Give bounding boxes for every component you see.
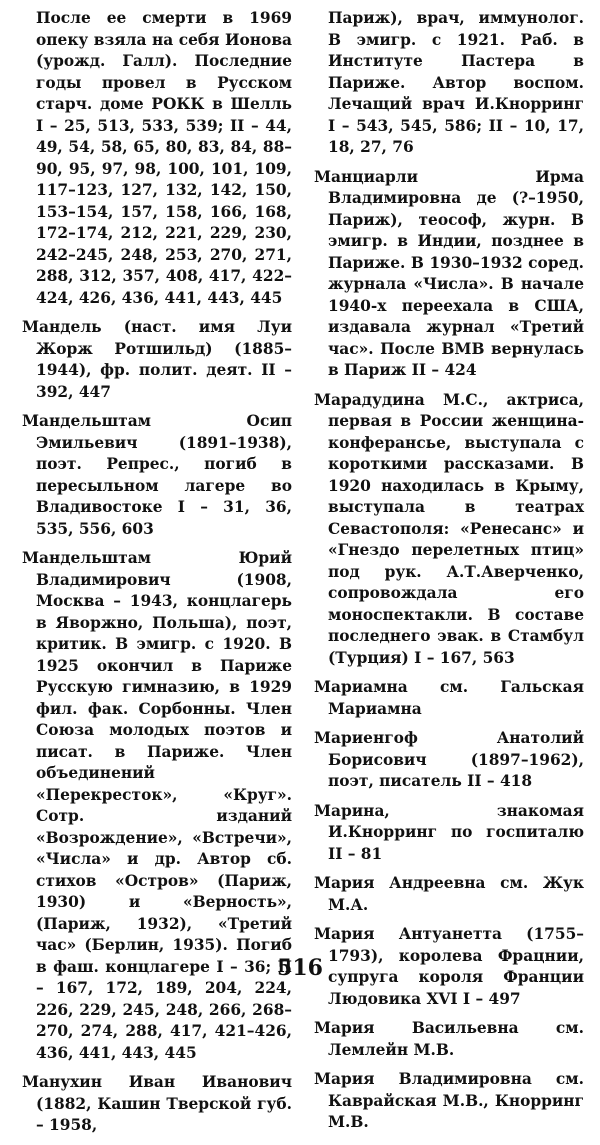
index-entry: Мандель (наст. имя Луи Жорж Ротшильд) (1885–1944), фр. полит. деят. II – 392, 447 bbox=[22, 318, 292, 401]
index-entry: Манухин Иван Иванович (1882, Кашин Тверской губ. – 1958, bbox=[22, 1073, 292, 1134]
index-entry: Мариамна см. Гальская Мариамна bbox=[314, 678, 584, 718]
index-entry: Мария Васильевна см. Лемлейн М.В. bbox=[314, 1019, 584, 1059]
index-entry: Мариенгоф Анатолий Борисович (1897–1962), поэт, писатель II – 418 bbox=[314, 729, 584, 790]
index-entry: Мария Антуанетта (1755–1793), королева Фрацнии, супруга короля Франции Людовика XVI I – 497 bbox=[314, 925, 584, 1008]
index-entry: Мандельштам Осип Эмильевич (1891–1938), поэт. Репрес., погиб в пересыльном лагере во Владивостоке I – 31, 36, 535, 556, 603 bbox=[22, 412, 292, 538]
index-entry: Париж), врач, иммунолог. В эмигр. с 1921. Раб. в Институте Пастера в Париже. Автор воспом. Лечащий врач И.Кнорринг I – 543, 545, 586; II – 10, 17, 18, 27, 76 bbox=[328, 9, 584, 156]
index-entry: Мандельштам Юрий Владимирович (1908, Москва – 1943, концлагерь в Яворжно, Польша), поэт, критик. В эмигр. с 1920. В 1925 окончил в Париже Русскую гимназию, в 1929 фил. фак. Сорбонны. Член Союза молодых поэтов и писат. в Париже. Член объединений «Перекресток», «Круг». Сотр. изданий «Возрождение», «Встречи», «Числа» и др. Автор сб. стихов «Остров» (Париж, 1930) и «Верность», (Париж, 1932), «Третий час» (Берлин, 1935). Погиб в фаш. концлагере I – 36; II – 167, 172, 189, 204, 224, 226, 229, 245, 248, 266, 268–270, 274, 288, 417, 421–426, 436, 441, 443, 445 bbox=[22, 549, 292, 1062]
index-entry: Мария Владимировна см. Каврайская М.В., Кнорринг М.В. bbox=[314, 1070, 584, 1131]
index-entry: Манциарли Ирма Владимировна де (?–1950, Париж), теософ, журн. В эмигр. в Индии, позднее в Париже. В 1930–1932 соред. журнала «Числа». В начале 1940-х переехала в США, издавала журнал «Третий час». После ВМВ вернулась в Париж II – 424 bbox=[314, 167, 584, 379]
page-number: 516 bbox=[277, 955, 323, 981]
index-entry: После ее смерти в 1969 опеку взяла на себя Ионова (урожд. Галл). Последние годы провел в Русском старч. доме РОКК в Шелль I – 25, 513, 533, 539; II – 44, 49, 54, 58, 65, 80, 83, 84, 88–90, 95, 97, 98, 100, 101, 109, 117–123, 127, 132, 142, 150, 153–154, 157, 158, 166, 168, 172–174, 212, 221, 229, 230, 242–245, 248, 253, 270, 271, 288, 312, 357, 408, 417, 422–424, 426, 436, 441, 443, 445 bbox=[36, 9, 292, 307]
index-entry: Марадудина М.С., актриса, первая в России женщина-конферансье, выступала с короткими рассказами. В 1920 находилась в Крыму, выступала в театрах Севастополя: «Ренесанс» и «Гнездо перелетных птиц» под рук. А.Т.Аверченко, сопровождала его моноспектакли. В составе последнего эвак. в Стамбул (Турция) I – 167, 563 bbox=[314, 390, 584, 667]
index-entry: Мария Андреевна см. Жук М.А. bbox=[314, 874, 584, 914]
index-entry: Марина, знакомая И.Кнорринг по госпиталю II – 81 bbox=[314, 801, 584, 863]
